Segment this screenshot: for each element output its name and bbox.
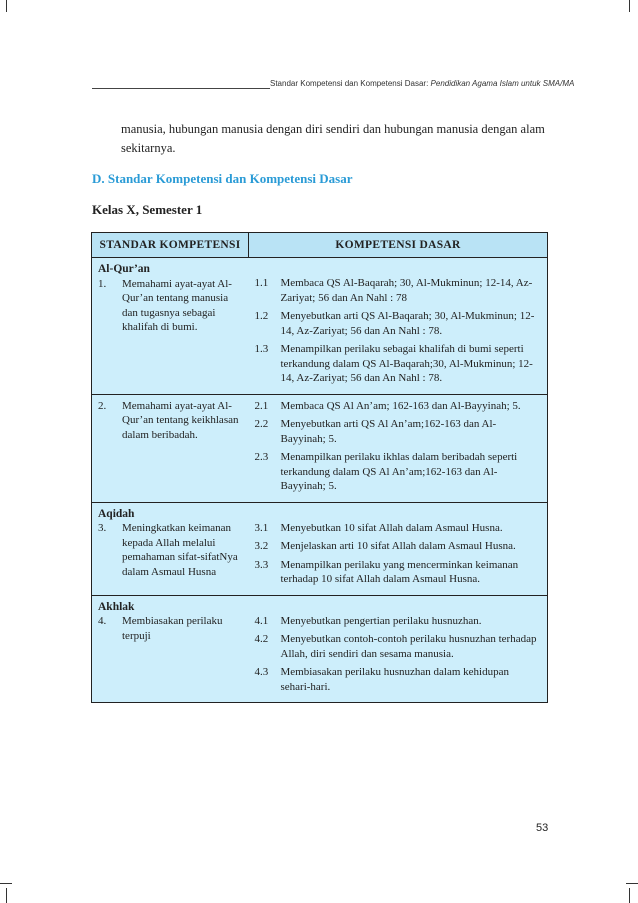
col-header-standar-kompetensi: STANDAR KOMPETENSI: [92, 233, 249, 258]
kd-number: 4.3: [254, 666, 269, 678]
class-semester-heading: Kelas X, Semester 1: [92, 202, 203, 217]
sk-item: [98, 521, 243, 579]
sk-text: Memahami ayat-ayat Al-Qur’an tentang manusia dan tugasnya sebagai khalifah di bumi.: [122, 277, 232, 333]
kd-number: 4.2: [254, 633, 269, 645]
table-row: [92, 595, 548, 703]
kd-number: 1.1: [254, 277, 269, 289]
sk-item: [98, 399, 243, 443]
section-title: D. Standar Kompetensi dan Kompetensi Dasar: [92, 171, 353, 186]
kd-number: 2.3: [254, 451, 269, 463]
table-row: [92, 394, 548, 502]
competency-table: [91, 232, 548, 703]
crop-mark: [6, 888, 7, 903]
kd-text: Menyebutkan arti QS Al-Baqarah; 30, Al-Mukminun; 12-14, Az-Zariyat; 56 dan An Nahl : 78.: [280, 310, 535, 337]
kd-cell: [249, 258, 548, 395]
kd-number: 2.2: [254, 418, 269, 430]
crop-mark: [629, 888, 630, 903]
kd-number: 3.1: [254, 521, 269, 534]
kd-number: 3.2: [254, 540, 269, 552]
sk-number: 1.: [98, 277, 107, 290]
kd-number: 1.2: [254, 310, 269, 322]
crop-mark: [6, 0, 7, 12]
kd-text: Menampilkan perilaku yang mencerminkan keimanan terhadap 10 sifat Allah dalam Asmaul Husna.: [280, 558, 519, 585]
table-row: [92, 502, 548, 595]
kd-item: [255, 632, 542, 661]
sk-number: 2.: [98, 399, 107, 412]
intro-paragraph: manusia, hubungan manusia dengan diri sendiri dan hubungan manusia dengan alam sekitarnya.: [121, 122, 545, 155]
page-number: 53: [536, 822, 549, 834]
kd-item: [255, 614, 542, 629]
kd-text: Menyebutkan 10 sifat Allah dalam Asmaul Husna.: [280, 521, 503, 534]
kd-text: Membaca QS Al-Baqarah; 30, Al-Mukminun; 12-14, Az-Zariyat; 56 dan An Nahl : 78: [280, 277, 533, 304]
kd-number: 2.1: [254, 399, 269, 412]
sk-number: 3.: [98, 522, 107, 534]
sk-text: Membiasakan perilaku terpuji: [122, 615, 223, 642]
kd-text: Menampilkan perilaku sebagai khalifah di bumi seperti terkandung dalam QS Al-Baqarah;30, Al-Mukminun; 12-14, Az-Zariyat; 56 dan An Nahl : 78.: [280, 343, 533, 384]
category-label: Akhlak: [98, 600, 135, 613]
kd-item: [255, 276, 542, 305]
sk-cell: [92, 502, 249, 595]
kd-number: 4.1: [254, 614, 269, 627]
category-label: Aqidah: [98, 507, 135, 520]
kd-item: [255, 309, 542, 338]
kd-text: Membaca QS Al An’am; 162-163 dan Al-Bayyinah; 5.: [280, 399, 521, 412]
sk-cell: [92, 258, 249, 395]
sk-item: [98, 614, 243, 643]
kd-item: [255, 399, 542, 414]
kd-cell: [249, 394, 548, 502]
table-row: [92, 258, 548, 395]
kd-item: [255, 342, 542, 386]
kd-text: Menyebutkan contoh-contoh perilaku husnuzhan terhadap Allah, diri sendiri dan sesama manusia.: [280, 633, 537, 660]
kd-cell: [249, 595, 548, 703]
sk-text: Memahami ayat-ayat Al-Qur’an tentang keikhlasan dalam beribadah.: [122, 399, 239, 441]
kd-text: Menjelaskan arti 10 sifat Allah dalam Asmaul Husna.: [280, 540, 516, 552]
crop-mark: [626, 883, 638, 884]
kd-text: Menyebutkan pengertian perilaku husnuzhan.: [280, 614, 482, 627]
running-header-plain: Standar Kompetensi dan Kompetensi Dasar:: [270, 79, 431, 88]
category-label: Al-Qur’an: [98, 263, 150, 275]
running-header: [270, 79, 574, 88]
sk-item: [98, 277, 243, 335]
kd-text: Menyebutkan arti QS Al An’am;162-163 dan Al-Bayyinah; 5.: [280, 418, 497, 445]
kd-item: [255, 665, 542, 694]
col-header-kompetensi-dasar: KOMPETENSI DASAR: [249, 233, 548, 258]
kd-number: 1.3: [254, 343, 269, 355]
sk-cell: [92, 595, 249, 703]
kd-item: [255, 521, 542, 536]
kd-cell: [249, 502, 548, 595]
kd-item: [255, 450, 542, 494]
sk-cell: [92, 394, 249, 502]
kd-item: [255, 539, 542, 554]
crop-mark: [0, 883, 12, 884]
running-header-italic: Pendidikan Agama Islam untuk SMA/MA: [430, 79, 575, 88]
kd-item: [255, 558, 542, 587]
header-rule: [92, 88, 270, 89]
crop-mark: [629, 0, 630, 12]
kd-item: [255, 417, 542, 446]
sk-text: Meningkatkan keimanan kepada Allah melalui pemahaman sifat-sifatNya dalam Asmaul Husna: [122, 522, 238, 578]
kd-text: Membiasakan perilaku husnuzhan dalam kehidupan sehari-hari.: [280, 666, 509, 693]
kd-number: 3.3: [254, 558, 269, 571]
sk-number: 4.: [98, 615, 107, 627]
table-header-row: [92, 233, 548, 258]
kd-text: Menampilkan perilaku ikhlas dalam beribadah seperti terkandung dalam QS Al An’am;162-163 dan Al-Bayyinah; 5.: [280, 451, 518, 492]
